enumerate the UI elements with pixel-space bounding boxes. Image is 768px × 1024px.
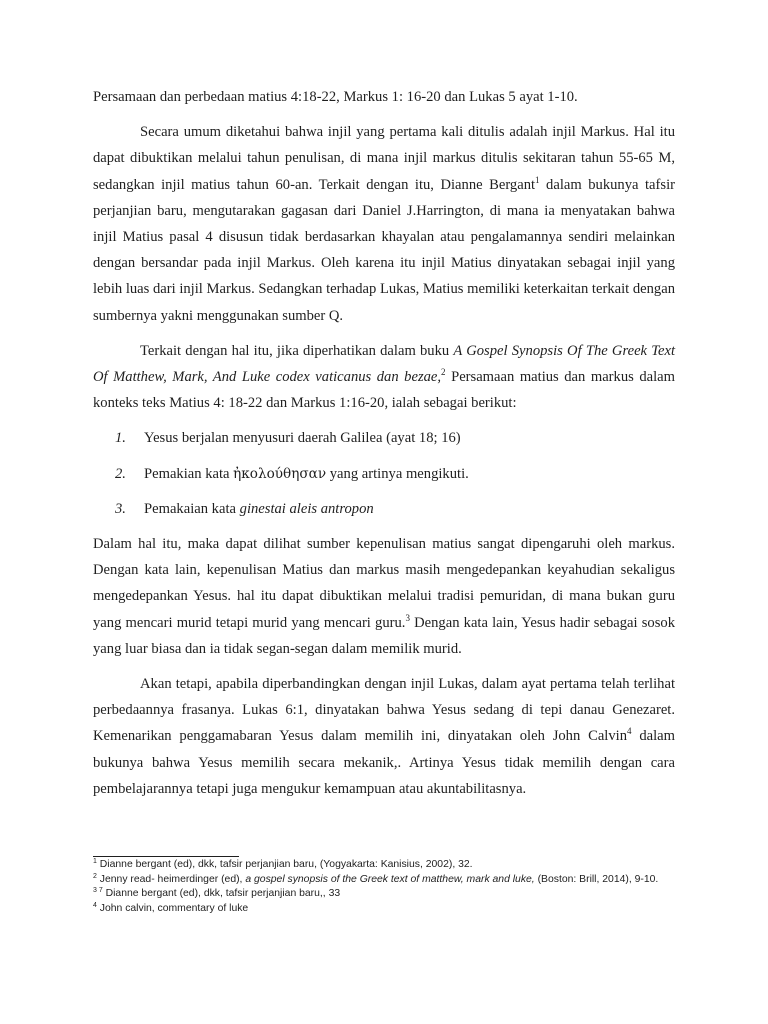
footnote-ref-4[interactable]: 4 bbox=[627, 726, 632, 737]
greek-word: ἠκολούθησαν bbox=[233, 465, 327, 482]
paragraph-text: Dalam hal itu, maka dapat dilihat sumber kepenulisan matius sangat dipengaruhi oleh markus. Dengan kata lain, kepenulisan Matius dan markus masih mengedepankan keyahudian sekaligus mengedepankan Yesus. hal itu dapat dibuktikan melalui tradisi pemuridan, di mana bukan guru yang mencari murid tetapi murid yang mencari guru. bbox=[93, 536, 675, 631]
footnote-2 bbox=[93, 873, 693, 888]
footnote-number: 2 bbox=[93, 872, 97, 880]
footnote-number: 4 bbox=[93, 901, 97, 909]
footnote-text: (Boston: Brill, 2014), 9-10. bbox=[534, 873, 659, 885]
paragraph-analysis bbox=[93, 531, 675, 662]
footnote-3 bbox=[93, 887, 693, 902]
book-title: A Gospel Synopsis Of The Greek Text Of Matthew, Mark, And Luke codex vaticanus dan bezae, bbox=[93, 342, 675, 386]
footnote-text: Dianne bergant (ed), dkk, tafsir perjanjian baru,, 33 bbox=[102, 888, 341, 900]
footnote-4 bbox=[93, 902, 693, 917]
footnotes-section bbox=[93, 856, 693, 916]
footnote-ref-3[interactable]: 3 bbox=[405, 612, 410, 623]
list-item bbox=[93, 461, 675, 487]
paragraph-text: dalam bukunya bahwa Yesus memilih secara mekanik,. Artinya Yesus tidak memilih dengan cara pembelajarannya tetapi juga mengukur kemampuan atau akuntabilitasnya. bbox=[93, 728, 675, 797]
document-heading: Persamaan dan perbedaan matius 4:18-22, Markus 1: 16-20 dan Lukas 5 ayat 1-10. bbox=[93, 89, 578, 105]
paragraph-text: Dengan kata lain, Yesus hadir sebagai sosok yang luar biasa dan ia tidak segan-segan dalam memilik murid. bbox=[93, 614, 675, 657]
document-body bbox=[93, 84, 675, 811]
footnote-text: Jenny read- heimerdinger (ed), bbox=[96, 873, 246, 885]
paragraph-text: dalam bukunya tafsir perjanjian baru, mengutarakan gagasan dari Daniel J.Harrington, di mana ia menyatakan bahwa injil Matius pasal 4 disusun tidak berdasarkan khayalan atau pengalamannya sendiri melainkan dengan bersandar pada injil Markus. Oleh karena itu injil Matius dinyatakan sebagai injil yang lebih luas dari injil Markus. Sedangkan terhadap Lukas, Matius memiliki keterkaitan terkait dengan sumbernya yakni menggunakan sumber Q. bbox=[93, 176, 675, 324]
footnote-divider bbox=[93, 856, 239, 857]
footnote-ref-1[interactable]: 1 bbox=[535, 174, 540, 185]
list-item bbox=[93, 496, 675, 522]
paragraph-intro bbox=[93, 119, 675, 329]
footnote-book-title: a gospel synopsis of the Greek text of matthew, mark and luke, bbox=[245, 873, 535, 885]
footnote-text: John calvin, commentary of luke bbox=[96, 902, 249, 914]
transliterated-phrase: ginestai aleis antropon bbox=[239, 500, 374, 517]
footnote-ref-2[interactable]: 2 bbox=[441, 367, 446, 378]
paragraph-text: Akan tetapi, apabila diperbandingkan dengan injil Lukas, dalam ayat pertama telah terlihat perbedaannya frasanya. Lukas 6:1, dinyatakan bahwa Yesus sedang di tepi danau Genezaret. Kemenarikan penggamabaran Yesus dalam memilih ini, dinyatakan oleh John Calvin bbox=[93, 676, 675, 745]
list-text: Pemakian kata bbox=[144, 465, 234, 482]
list-item bbox=[93, 425, 675, 451]
list-text: Yesus berjalan menyusuri daerah Galilea (ayat 18; 16) bbox=[144, 430, 461, 447]
list-number: 3. bbox=[115, 500, 126, 517]
paragraph-luke bbox=[93, 671, 675, 802]
footnote-number: 1 bbox=[93, 858, 97, 865]
list-text: yang artinya mengikuti. bbox=[326, 465, 469, 482]
footnote-number: 3 7 bbox=[93, 887, 103, 895]
paragraph-text: Secara umum diketahui bahwa injil yang pertama kali ditulis adalah injil Markus. Hal itu dapat dibuktikan melalui tahun penulisan, di mana injil markus ditulis sekitaran tahun 55-65 M, sedangkan injil matius tahun 60-an. Terkait dengan itu, Dianne Bergant bbox=[93, 124, 675, 193]
list-number: 2. bbox=[115, 465, 126, 482]
list-number: 1. bbox=[115, 430, 126, 447]
footnote-text: Dianne bergant (ed), dkk, tafsir perjanjian baru, (Yogyakarta: Kanisius, 2002), 32. bbox=[96, 859, 473, 870]
similarities-list bbox=[93, 425, 675, 522]
footnote-1 bbox=[93, 858, 693, 873]
paragraph-text: Terkait dengan hal itu, jika diperhatikan dalam buku bbox=[140, 342, 454, 359]
paragraph-synopsis bbox=[93, 338, 675, 417]
list-text: Pemakaian kata bbox=[144, 500, 240, 517]
paragraph-text: Persamaan matius dan markus dalam konteks teks Matius 4: 18-22 dan Markus 1:16-20, ialah sebagai berikut: bbox=[93, 369, 676, 412]
